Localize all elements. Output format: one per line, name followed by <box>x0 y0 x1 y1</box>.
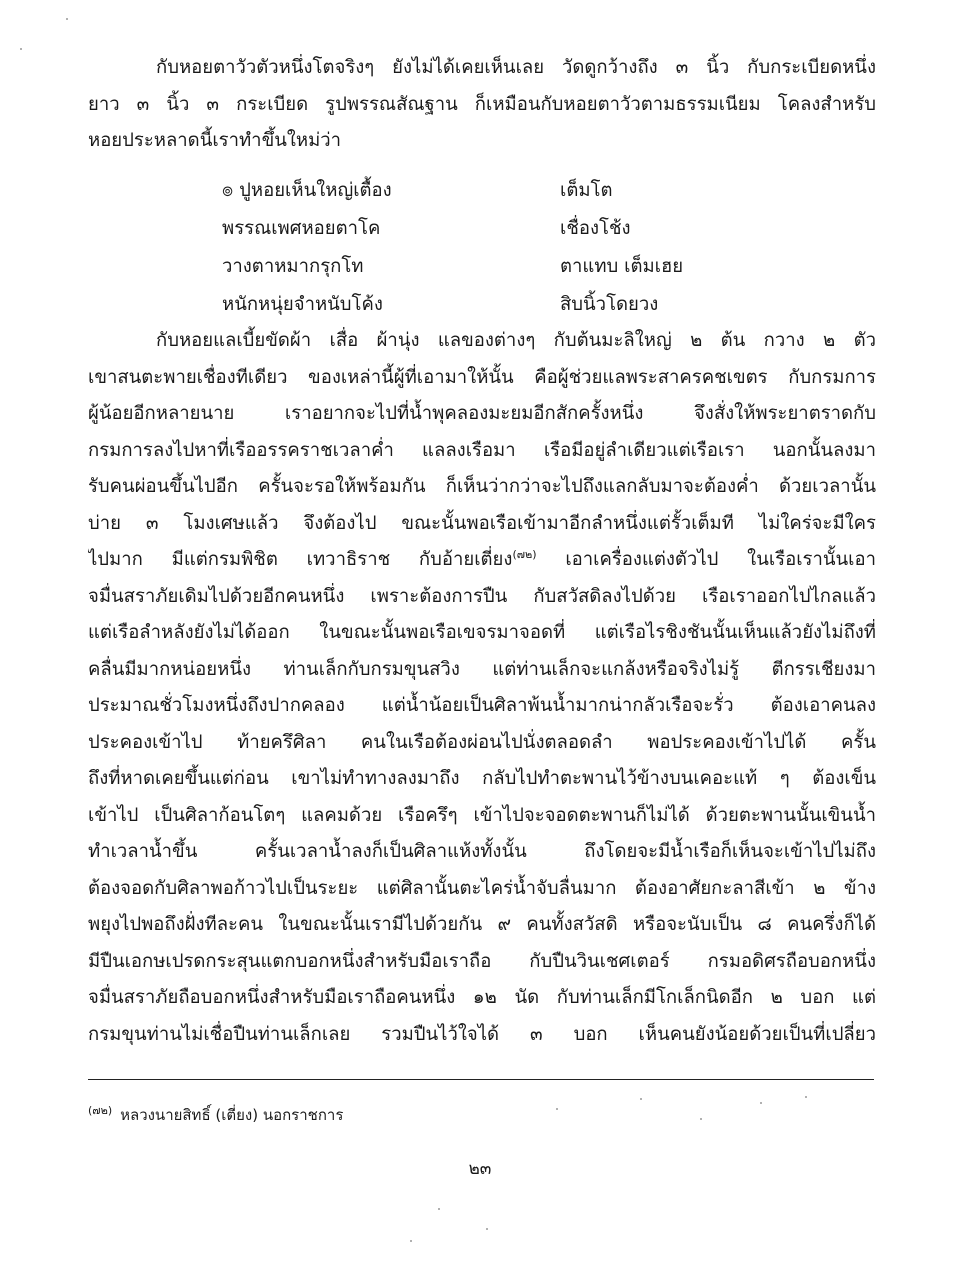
scan-speck <box>410 1240 412 1242</box>
scan-speck <box>805 1096 807 1098</box>
poem-second-half: เชื่องโช้ง <box>560 218 631 239</box>
text-line: หอยประหลาดนี้เราทำขึ้นใหม่ว่า <box>88 130 342 151</box>
text-line: บ่าย ๓ โมงเศษแล้ว จึงต้องไป ขณะนั้นพอเรือเข้ามาอีกลำหนึ่งแต่รั้วเต็มที ไม่ใคร่จะมีใคร <box>88 512 876 534</box>
text-line: ต้องจอดกับศิลาพอก้าวไปเป็นระยะ แต่ศิลานั้นตะไคร่น้ำจับลื่นมาก ต้องอาศัยกะลาสีเข้า ๒ ข้าง <box>88 877 876 899</box>
text-line: รับคนผ่อนขึ้นไปอีก ครั้นจะรอให้พร้อมกัน ก็เห็นว่ากว่าจะไปถึงแลกลับมาจะต้องค่ำ ด้วยเวลานั้น <box>88 476 876 497</box>
text-line: กรมการลงไปหาที่เรืออรรคราชเวลาค่ำ แลลงเรือมา เรือมีอยู่ลำเดียวแต่เรือเรา นอกนั้นลงมา <box>88 439 876 461</box>
scan-speck <box>556 1108 558 1110</box>
text-line: กับหอยแลเบี้ยขัดผ้า เสื่อ ผ้านุ่ง แลของต่างๆ กับต้นมะลิใหญ่ ๒ ต้น กวาง ๒ ตัว <box>156 330 876 351</box>
poem-second-half: เต็มโต <box>560 180 613 201</box>
text-segment: ไปมาก มีแต่กรมพิชิต เทวาธิราช กับอ้ายเตี่ยง <box>88 549 513 570</box>
scan-speck <box>486 1228 488 1230</box>
poem-first-half: พรรณเพศหอยตาโค <box>222 218 381 239</box>
footnote-divider <box>88 1079 874 1080</box>
text-line: จมื่นสราภัยเดิมไปด้วยอีกคนหนึ่ง เพราะต้องการปืน กับสวัสดิลงไปด้วย เรือเราออกไปไกลแล้ว <box>88 585 876 607</box>
scan-speck <box>700 1118 702 1120</box>
scan-speck <box>640 1098 642 1100</box>
text-line: พยุงไปพอถึงฝั่งทีละคน ในขณะนั้นเรามีไปด้วยกัน ๙ คนทั้งสวัสดิ หรือจะนับเป็น ๘ คนครึ่งก็ได้ <box>88 914 876 935</box>
footnote-reference[interactable]: (๗๒) <box>512 547 537 561</box>
text-line: คลื่นมีมากหน่อยหนึ่ง ท่านเล็กกับกรมขุนสวิง แต่ท่านเล็กจะแกล้งหรือจริงไม่รู้ ตีกรรเชียงมา <box>88 658 876 680</box>
text-line: เขาสนตะพายเชื่องทีเดียว ของเหล่านี้ผู้ที่เอามาให้นั้น คือผู้ช่วยแลพระสาครคชเขตร กับกรมการ <box>88 366 876 388</box>
opening-paragraph <box>88 50 876 160</box>
poem-first-half: วางตาหมากรุกโท <box>222 256 364 277</box>
text-line: ถึงที่หาดเคยขึ้นแต่ก่อน เขาไม่ทำทางลงมาถึง กลับไปทำตะพานไว้ข้างบนเคอะแท้ ๆ ต้องเข็น <box>88 768 876 789</box>
text-line-with-footnote <box>88 542 876 579</box>
scan-speck <box>438 1208 440 1210</box>
poem-first-half: หนักหนุ่ยจำหนับโค้ง <box>222 294 383 315</box>
text-line: เข้าไป เป็นศิลาก้อนโตๆ แลคมด้วย เรือครึๆ เข้าไปจะจอดตะพานก็ไม่ได้ ด้วยตะพานนั้นเขินน้ำ <box>88 804 876 826</box>
footnote-marker: (๗๒) <box>88 1104 113 1117</box>
poem-second-half: สิบนิ้วโดยวง <box>560 294 659 315</box>
text-line: กับหอยตาวัวตัวหนึ่งโตจริงๆ ยังไม่ได้เคยเห็นเลย วัดดูกว้างถึง ๓ นิ้ว กับกระเบียดหนึ่ง <box>156 57 876 78</box>
poem-second-half: ตาแทบ เต็มเฮย <box>560 256 684 277</box>
poem-first-half: ๏ ปูหอยเห็นใหญ่เตื้อง <box>222 180 392 201</box>
text-line: ยาว ๓ นิ้ว ๓ กระเบียด รูปพรรณสัณฐาน ก็เหมือนกับหอยตาวัวตามธรรมเนียม โคลงสำหรับ <box>88 93 876 115</box>
text-line: ผู้น้อยอีกหลายนาย เราอยากจะไปที่น้ำพุคลองมะยมอีกสักครั้งหนึ่ง จึงสั่งให้พระยาตราดกับ <box>88 403 876 424</box>
footnote-text: หลวงนายสิทธิ์ (เตี่ยง) นอกราชการ <box>120 1106 344 1124</box>
text-line: กรมขุนท่านไม่เชื่อปืนท่านเล็กเลย รวมปืนไว้ใจได้ ๓ บอก เห็นคนยังน้อยด้วยเป็นที่เปลี่ยว <box>88 1023 876 1045</box>
footnote <box>88 1100 343 1126</box>
poem-line <box>222 210 782 248</box>
text-line: มีปืนเอกษเปรดกระสุนแตกบอกหนึ่งสำหรับมือเราถือ กับปืนวินเชศเตอร์ กรมอดิศรถือบอกหนึ่ง <box>88 950 876 972</box>
text-line: จมื่นสราภัยถือบอกหนึ่งสำหรับมือเราถือคนหนึ่ง ๑๒ นัด กับท่านเล็กมีโกเล็กนิดอีก ๒ บอก แต่ <box>88 987 876 1008</box>
text-line: ประคองเข้าไป ท้ายครึศิลา คนในเรือต้องผ่อนไปนั่งตลอดลำ พอประคองเข้าไปได้ ครั้น <box>88 731 876 753</box>
scan-speck <box>66 18 68 20</box>
scan-speck <box>760 1102 762 1104</box>
page-number: ๒๓ <box>468 1159 492 1179</box>
poem-line <box>222 248 782 286</box>
poem-stanza <box>222 172 782 324</box>
text-segment: เอาเครื่องแต่งตัวไป ในเรือเรานั้นเอา <box>536 549 876 570</box>
text-line: แต่เรือลำหลังยังไม่ได้ออก ในขณะนั้นพอเรือเขจรมาจอดที่ แต่เรือไรชิงชันนั้นเห็นแล้วยังไม่ถึงที่ <box>88 622 876 643</box>
text-line: ทำเวลาน้ำขึ้น ครั้นเวลาน้ำลงก็เป็นศิลาแห้งทั้งนั้น ถึงโดยจะมีน้ำเรือก็เห็นจะเข้าไปไม่ถึง <box>88 841 876 862</box>
body-paragraph <box>88 323 876 1053</box>
poem-line <box>222 286 782 324</box>
scan-speck <box>20 48 22 50</box>
poem-line <box>222 172 782 210</box>
text-line: ประมาณชั่วโมงหนึ่งถึงปากคลอง แต่น้ำน้อยเป็นศิลาพ้นน้ำมากน่ากลัวเรือจะรั่ว ต้องเอาคนลง <box>88 695 876 716</box>
